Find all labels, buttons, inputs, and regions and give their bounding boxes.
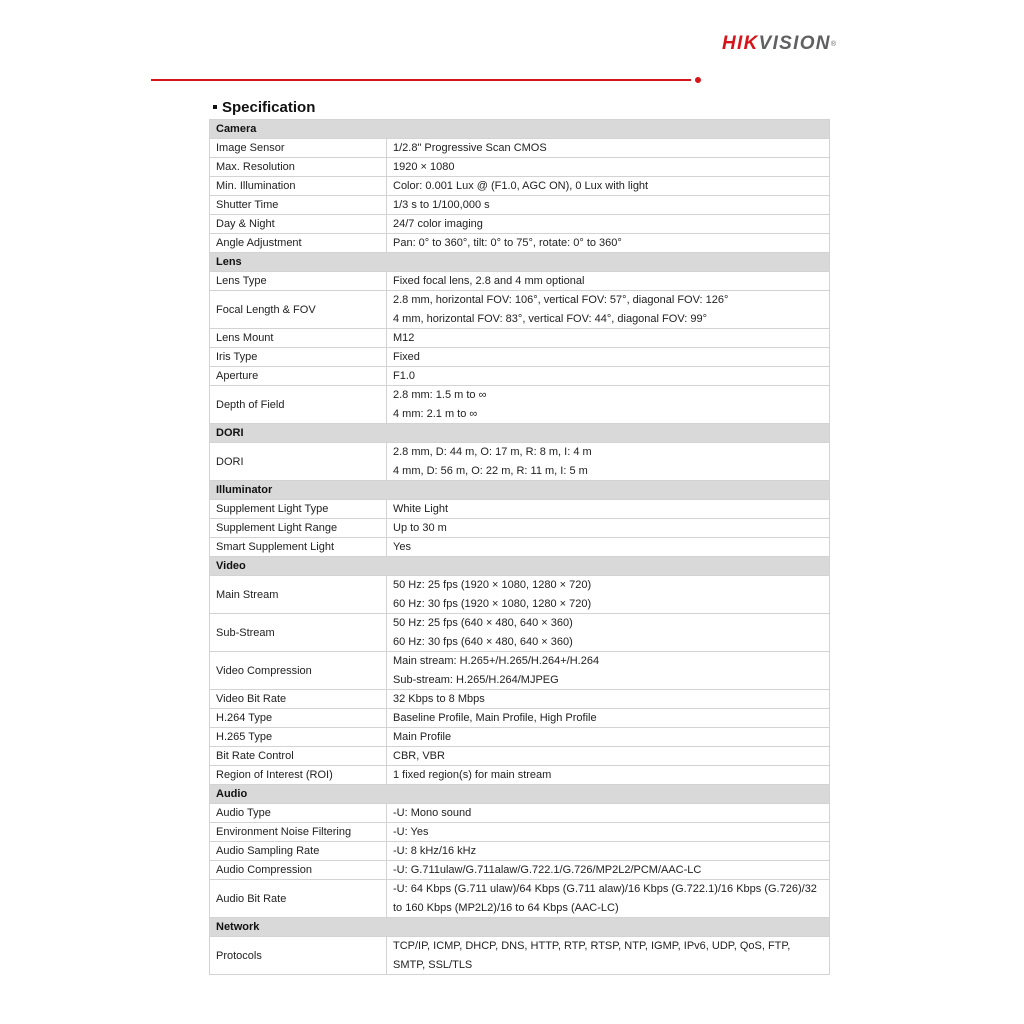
spec-label: Audio Sampling Rate xyxy=(210,842,387,861)
spec-value-line: 2.8 mm: 1.5 m to ∞ xyxy=(393,389,487,401)
spec-row xyxy=(210,747,830,766)
section-title: Illuminator xyxy=(210,481,830,500)
section-header-network xyxy=(210,918,830,937)
spec-label: H.265 Type xyxy=(210,728,387,747)
spec-row xyxy=(210,234,830,253)
specification-table xyxy=(209,119,830,975)
spec-row xyxy=(210,386,830,424)
section-title: Video xyxy=(210,557,830,576)
spec-row xyxy=(210,804,830,823)
spec-value: Baseline Profile, Main Profile, High Profile xyxy=(387,709,830,728)
spec-value: Fixed xyxy=(387,348,830,367)
spec-row xyxy=(210,158,830,177)
spec-value: TCP/IP, ICMP, DHCP, DNS, HTTP, RTP, RTSP, NTP, IGMP, IPv6, UDP, QoS, FTP, SMTP, SSL/TLS xyxy=(387,937,830,975)
spec-row xyxy=(210,367,830,386)
spec-label: Region of Interest (ROI) xyxy=(210,766,387,785)
spec-row xyxy=(210,709,830,728)
spec-value: -U: Mono sound xyxy=(387,804,830,823)
header-divider-line xyxy=(151,79,691,81)
section-header-camera xyxy=(210,120,830,139)
spec-value: 1920 × 1080 xyxy=(387,158,830,177)
spec-value-line: 4 mm, D: 56 m, O: 22 m, R: 11 m, I: 5 m xyxy=(393,464,588,477)
spec-row xyxy=(210,329,830,348)
spec-label: Image Sensor xyxy=(210,139,387,158)
spec-row xyxy=(210,291,830,329)
page-title xyxy=(213,99,315,117)
spec-label: Audio Bit Rate xyxy=(210,880,387,918)
spec-value-line: 50 Hz: 25 fps (1920 × 1080, 1280 × 720) xyxy=(393,579,592,591)
spec-value: Main Profile xyxy=(387,728,830,747)
spec-value: 24/7 color imaging xyxy=(387,215,830,234)
spec-value: -U: Yes xyxy=(387,823,830,842)
spec-value: 1/2.8" Progressive Scan CMOS xyxy=(387,139,830,158)
spec-label: Video Bit Rate xyxy=(210,690,387,709)
spec-value: M12 xyxy=(387,329,830,348)
spec-row xyxy=(210,348,830,367)
spec-row xyxy=(210,443,830,481)
square-bullet-icon xyxy=(213,105,217,109)
spec-label: Audio Compression xyxy=(210,861,387,880)
spec-value: -U: G.711ulaw/G.711alaw/G.722.1/G.726/MP2L2/PCM/AAC-LC xyxy=(387,861,830,880)
spec-label: Video Compression xyxy=(210,652,387,690)
spec-label: H.264 Type xyxy=(210,709,387,728)
hikvision-logo xyxy=(722,34,836,54)
spec-value: CBR, VBR xyxy=(387,747,830,766)
spec-row xyxy=(210,880,830,918)
spec-label: Supplement Light Type xyxy=(210,500,387,519)
spec-value-line: 50 Hz: 25 fps (640 × 480, 640 × 360) xyxy=(393,617,573,629)
spec-label: Protocols xyxy=(210,937,387,975)
spec-label: Bit Rate Control xyxy=(210,747,387,766)
section-title: Camera xyxy=(210,120,830,139)
spec-value: 1 fixed region(s) for main stream xyxy=(387,766,830,785)
spec-label: Aperture xyxy=(210,367,387,386)
spec-value: Pan: 0° to 360°, tilt: 0° to 75°, rotate: 0° to 360° xyxy=(387,234,830,253)
spec-row xyxy=(210,272,830,291)
spec-value: 32 Kbps to 8 Mbps xyxy=(387,690,830,709)
section-title: Lens xyxy=(210,253,830,272)
spec-label: Audio Type xyxy=(210,804,387,823)
spec-label: Min. Illumination xyxy=(210,177,387,196)
page-title-text: Specification xyxy=(222,99,316,116)
spec-row xyxy=(210,215,830,234)
registered-mark: ® xyxy=(830,41,837,48)
header-divider-dot xyxy=(695,77,701,83)
spec-label: Smart Supplement Light xyxy=(210,538,387,557)
spec-label: Shutter Time xyxy=(210,196,387,215)
spec-value xyxy=(387,576,830,614)
spec-row xyxy=(210,823,830,842)
spec-row xyxy=(210,139,830,158)
spec-value: 1/3 s to 1/100,000 s xyxy=(387,196,830,215)
spec-value-line: 4 mm, horizontal FOV: 83°, vertical FOV: 44°, diagonal FOV: 99° xyxy=(393,312,707,325)
section-title: Network xyxy=(210,918,830,937)
section-title: Audio xyxy=(210,785,830,804)
spec-value-line: Sub-stream: H.265/H.264/MJPEG xyxy=(393,673,559,686)
spec-row xyxy=(210,614,830,652)
spec-value-line: 60 Hz: 30 fps (640 × 480, 640 × 360) xyxy=(393,635,573,648)
section-title: DORI xyxy=(210,424,830,443)
spec-label: Day & Night xyxy=(210,215,387,234)
spec-label: Main Stream xyxy=(210,576,387,614)
spec-label: Sub-Stream xyxy=(210,614,387,652)
section-header-audio xyxy=(210,785,830,804)
spec-label: Iris Type xyxy=(210,348,387,367)
spec-value-line: Main stream: H.265+/H.265/H.264+/H.264 xyxy=(393,655,600,667)
spec-row xyxy=(210,196,830,215)
spec-value: Up to 30 m xyxy=(387,519,830,538)
section-header-dori xyxy=(210,424,830,443)
spec-value xyxy=(387,614,830,652)
spec-row xyxy=(210,861,830,880)
spec-row xyxy=(210,500,830,519)
spec-row xyxy=(210,766,830,785)
spec-row xyxy=(210,576,830,614)
spec-row xyxy=(210,538,830,557)
spec-label: DORI xyxy=(210,443,387,481)
spec-label: Depth of Field xyxy=(210,386,387,424)
spec-value xyxy=(387,443,830,481)
spec-row xyxy=(210,690,830,709)
spec-row xyxy=(210,652,830,690)
spec-value: Fixed focal lens, 2.8 and 4 mm optional xyxy=(387,272,830,291)
spec-row xyxy=(210,728,830,747)
spec-label: Max. Resolution xyxy=(210,158,387,177)
spec-row xyxy=(210,842,830,861)
spec-label: Angle Adjustment xyxy=(210,234,387,253)
spec-value: -U: 64 Kbps (G.711 ulaw)/64 Kbps (G.711 alaw)/16 Kbps (G.722.1)/16 Kbps (G.726)/32 to 160 Kbps (MP2L2)/16 to 64 Kbps (AAC-LC) xyxy=(387,880,830,918)
spec-row xyxy=(210,937,830,975)
spec-label: Focal Length & FOV xyxy=(210,291,387,329)
spec-label: Environment Noise Filtering xyxy=(210,823,387,842)
section-header-lens xyxy=(210,253,830,272)
spec-value-line: 60 Hz: 30 fps (1920 × 1080, 1280 × 720) xyxy=(393,597,592,610)
spec-row xyxy=(210,177,830,196)
section-header-illuminator xyxy=(210,481,830,500)
spec-value-line: 2.8 mm, D: 44 m, O: 17 m, R: 8 m, I: 4 m xyxy=(393,446,592,458)
spec-value: -U: 8 kHz/16 kHz xyxy=(387,842,830,861)
spec-label: Lens Mount xyxy=(210,329,387,348)
spec-value-line: 4 mm: 2.1 m to ∞ xyxy=(393,407,478,420)
spec-value xyxy=(387,652,830,690)
spec-value: White Light xyxy=(387,500,830,519)
spec-value xyxy=(387,291,830,329)
spec-value-line: 2.8 mm, horizontal FOV: 106°, vertical FOV: 57°, diagonal FOV: 126° xyxy=(393,294,729,306)
logo-hik-text: HIK xyxy=(722,33,759,54)
spec-value xyxy=(387,386,830,424)
spec-label: Supplement Light Range xyxy=(210,519,387,538)
logo-vision-text: VISION xyxy=(758,33,831,54)
spec-label: Lens Type xyxy=(210,272,387,291)
spec-value: F1.0 xyxy=(387,367,830,386)
spec-value: Yes xyxy=(387,538,830,557)
spec-row xyxy=(210,519,830,538)
section-header-video xyxy=(210,557,830,576)
spec-value: Color: 0.001 Lux @ (F1.0, AGC ON), 0 Lux with light xyxy=(387,177,830,196)
